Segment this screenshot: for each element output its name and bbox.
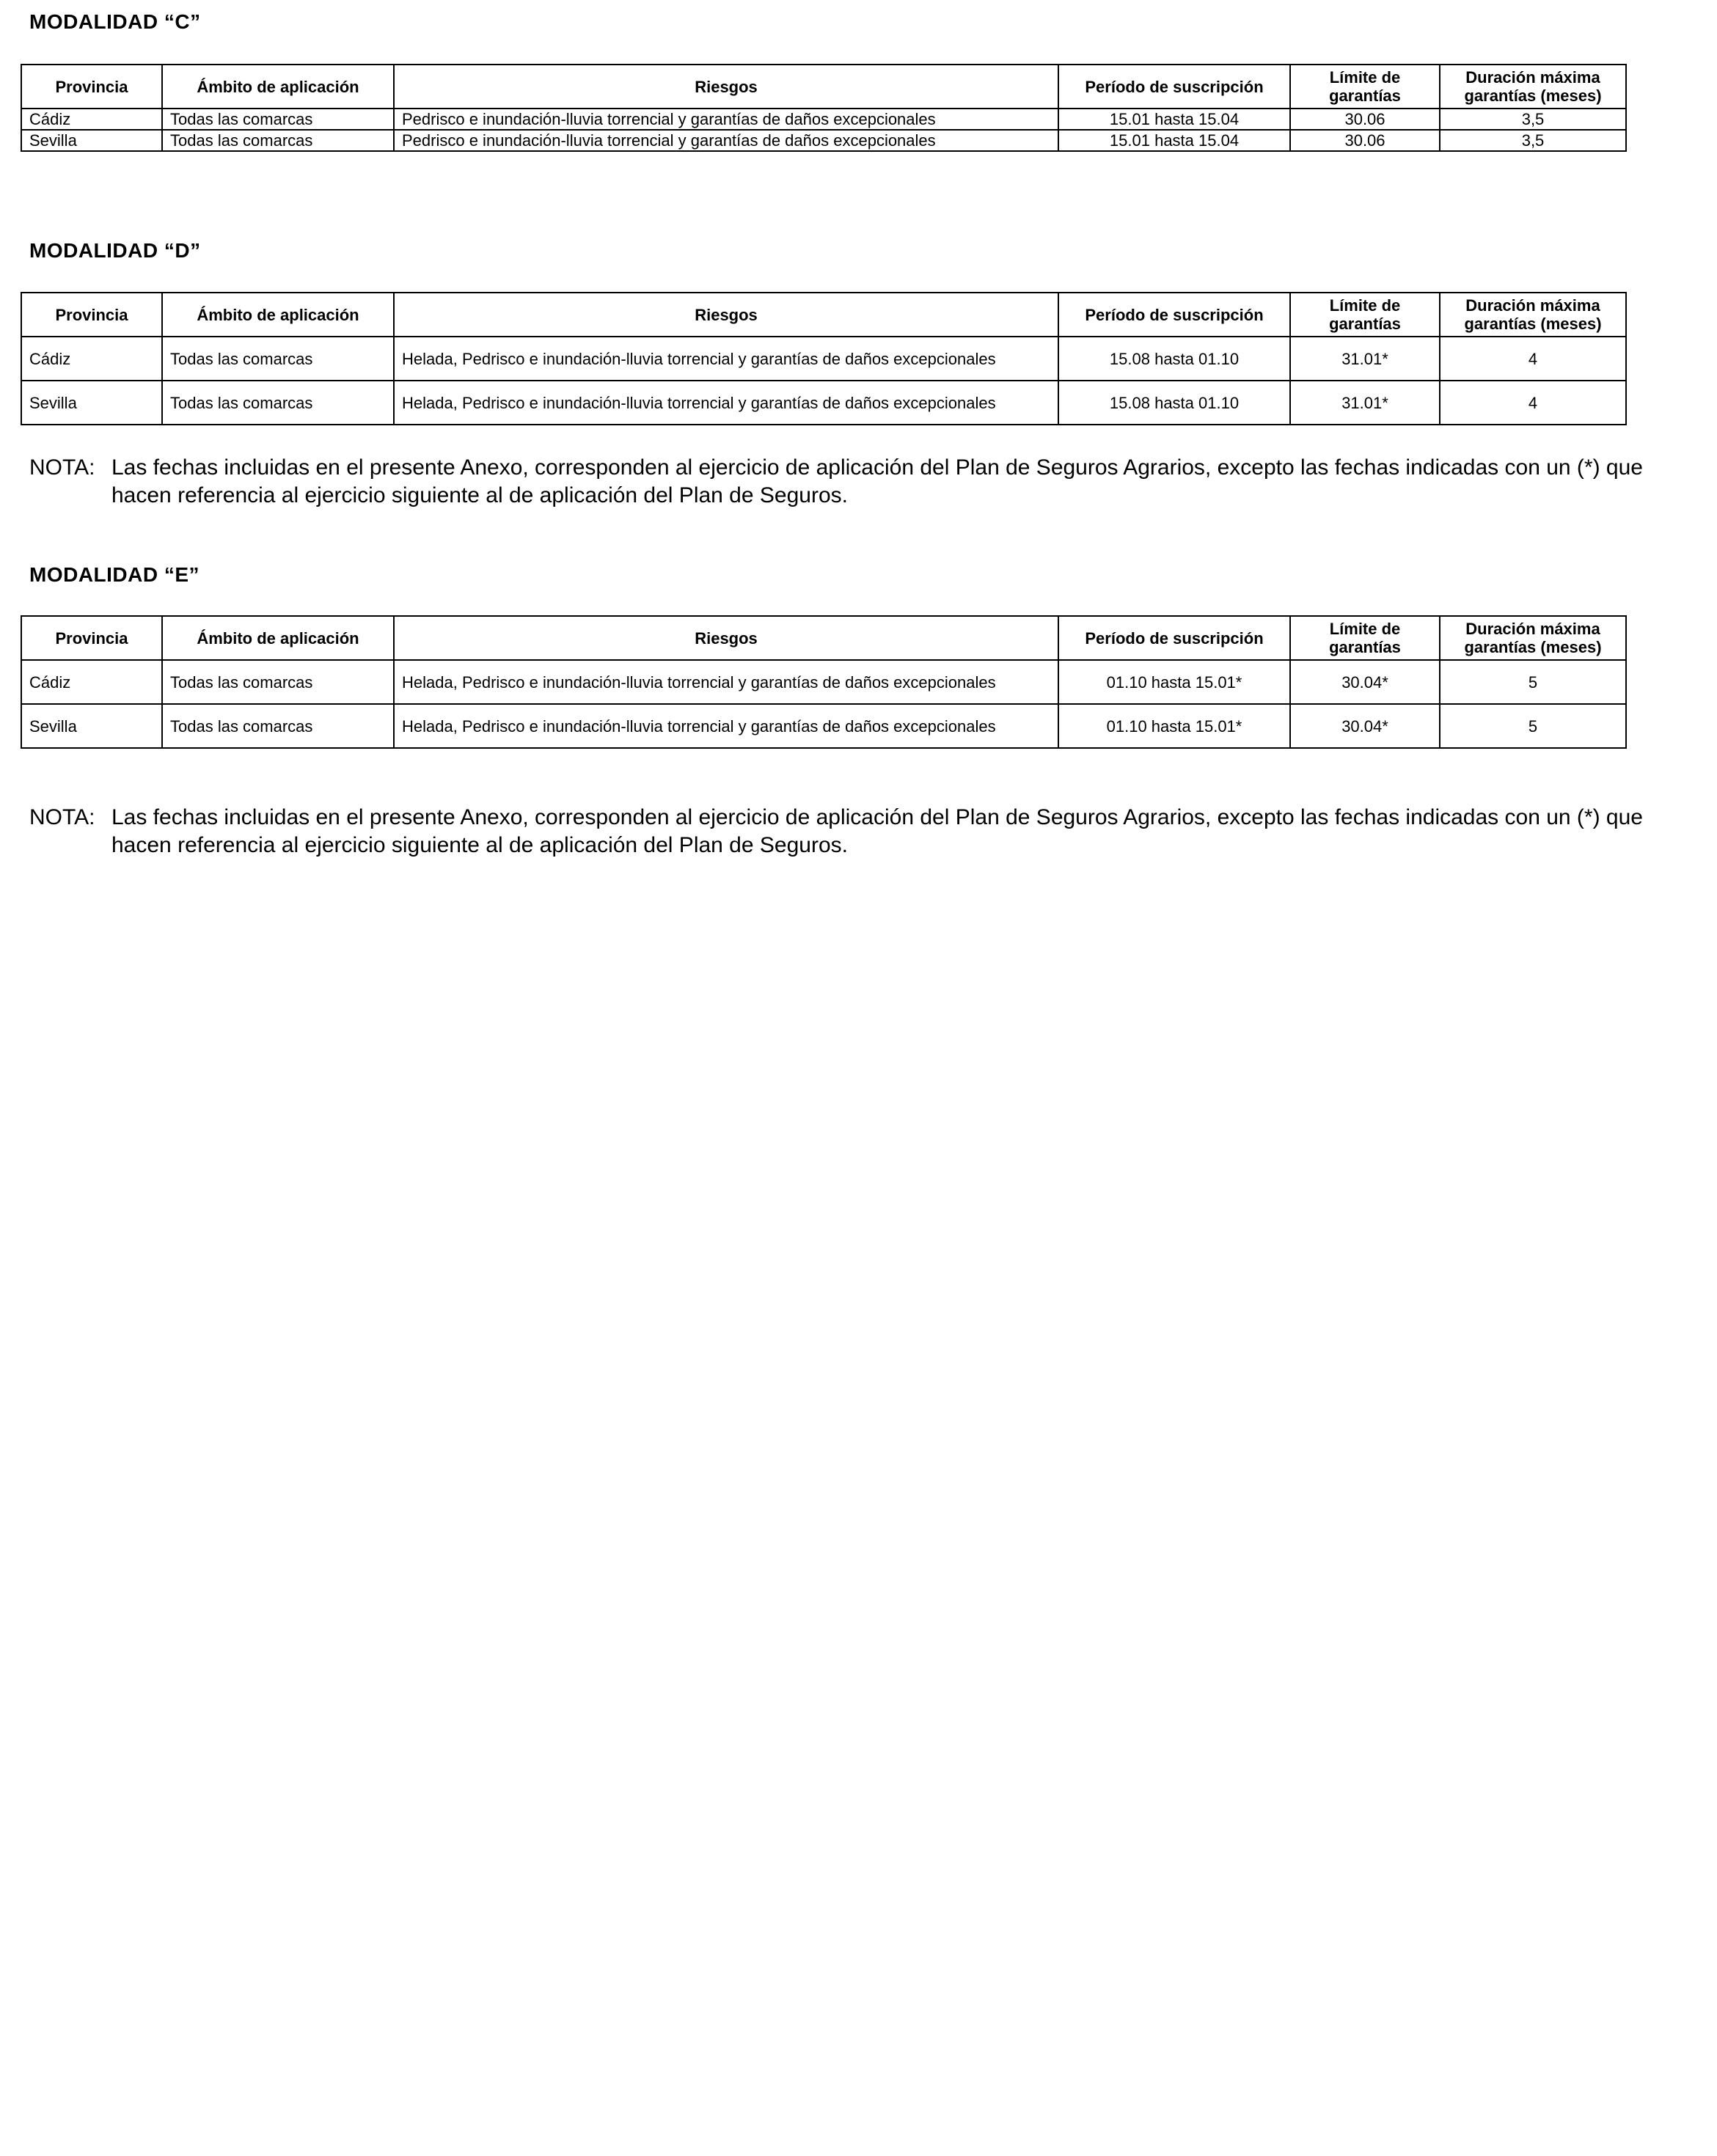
header-ambito: Ámbito de aplicación bbox=[162, 616, 394, 660]
header-limite: Límite de garantías bbox=[1290, 616, 1440, 660]
note-label: NOTA: bbox=[29, 455, 95, 480]
cell-periodo: 15.08 hasta 01.10 bbox=[1058, 381, 1290, 425]
table-row bbox=[21, 130, 1626, 151]
cell-riesgos: Helada, Pedrisco e inundación-lluvia torrencial y garantías de daños excepcionales bbox=[394, 337, 1058, 381]
cell-ambito: Todas las comarcas bbox=[162, 109, 394, 130]
header-duracion: Duración máxima garantías (meses) bbox=[1440, 293, 1626, 337]
header-periodo: Período de suscripción bbox=[1058, 65, 1290, 109]
cell-duracion: 3,5 bbox=[1440, 109, 1626, 130]
cell-ambito: Todas las comarcas bbox=[162, 381, 394, 425]
cell-duracion: 5 bbox=[1440, 660, 1626, 704]
table-row bbox=[21, 337, 1626, 381]
cell-duracion: 5 bbox=[1440, 704, 1626, 748]
cell-duracion: 3,5 bbox=[1440, 130, 1626, 151]
cell-riesgos: Pedrisco e inundación-lluvia torrencial y garantías de daños excepcionales bbox=[394, 109, 1058, 130]
header-limite: Límite de garantías bbox=[1290, 65, 1440, 109]
header-ambito: Ámbito de aplicación bbox=[162, 65, 394, 109]
table-row bbox=[21, 660, 1626, 704]
header-riesgos: Riesgos bbox=[394, 616, 1058, 660]
header-riesgos: Riesgos bbox=[394, 65, 1058, 109]
modalidad-e-title: MODALIDAD “E” bbox=[29, 563, 200, 586]
modalidad-e-table bbox=[21, 615, 1627, 749]
modalidad-c-title: MODALIDAD “C” bbox=[29, 10, 201, 33]
cell-periodo: 01.10 hasta 15.01* bbox=[1058, 704, 1290, 748]
modalidad-c-table bbox=[21, 64, 1627, 152]
cell-periodo: 15.01 hasta 15.04 bbox=[1058, 130, 1290, 151]
cell-limite: 30.04* bbox=[1290, 660, 1440, 704]
cell-provincia: Sevilla bbox=[21, 130, 162, 151]
table-row bbox=[21, 704, 1626, 748]
cell-provincia: Sevilla bbox=[21, 704, 162, 748]
header-periodo: Período de suscripción bbox=[1058, 293, 1290, 337]
header-periodo: Período de suscripción bbox=[1058, 616, 1290, 660]
header-limite: Límite de garantías bbox=[1290, 293, 1440, 337]
cell-riesgos: Helada, Pedrisco e inundación-lluvia torrencial y garantías de daños excepcionales bbox=[394, 660, 1058, 704]
cell-ambito: Todas las comarcas bbox=[162, 660, 394, 704]
table-row bbox=[21, 109, 1626, 130]
cell-provincia: Cádiz bbox=[21, 109, 162, 130]
cell-limite: 31.01* bbox=[1290, 337, 1440, 381]
cell-periodo: 01.10 hasta 15.01* bbox=[1058, 660, 1290, 704]
cell-riesgos: Helada, Pedrisco e inundación-lluvia torrencial y garantías de daños excepcionales bbox=[394, 381, 1058, 425]
note-text: Las fechas incluidas en el presente Anexo, corresponden al ejercicio de aplicación del Plan de Seguros Agrarios, excepto las fechas indicadas con un (*) que hacen referencia al ejercicio siguiente al de aplicación del Plan de Seguros. bbox=[111, 805, 1643, 857]
modalidad-d-title: MODALIDAD “D” bbox=[29, 239, 201, 262]
cell-provincia: Cádiz bbox=[21, 337, 162, 381]
header-provincia: Provincia bbox=[21, 65, 162, 109]
table-header-row bbox=[21, 616, 1626, 660]
cell-limite: 31.01* bbox=[1290, 381, 1440, 425]
modalidad-d-table bbox=[21, 292, 1627, 425]
cell-periodo: 15.08 hasta 01.10 bbox=[1058, 337, 1290, 381]
cell-periodo: 15.01 hasta 15.04 bbox=[1058, 109, 1290, 130]
cell-limite: 30.06 bbox=[1290, 109, 1440, 130]
cell-limite: 30.06 bbox=[1290, 130, 1440, 151]
modalidad-d-note bbox=[29, 454, 1702, 510]
cell-duracion: 4 bbox=[1440, 381, 1626, 425]
header-provincia: Provincia bbox=[21, 616, 162, 660]
header-duracion: Duración máxima garantías (meses) bbox=[1440, 616, 1626, 660]
modalidad-e-note bbox=[29, 804, 1702, 859]
cell-provincia: Cádiz bbox=[21, 660, 162, 704]
header-provincia: Provincia bbox=[21, 293, 162, 337]
cell-riesgos: Pedrisco e inundación-lluvia torrencial y garantías de daños excepcionales bbox=[394, 130, 1058, 151]
table-header-row bbox=[21, 293, 1626, 337]
note-text: Las fechas incluidas en el presente Anexo, corresponden al ejercicio de aplicación del Plan de Seguros Agrarios, excepto las fechas indicadas con un (*) que hacen referencia al ejercicio siguiente al de aplicación del Plan de Seguros. bbox=[111, 455, 1643, 507]
cell-provincia: Sevilla bbox=[21, 381, 162, 425]
header-riesgos: Riesgos bbox=[394, 293, 1058, 337]
header-duracion: Duración máxima garantías (meses) bbox=[1440, 65, 1626, 109]
cell-riesgos: Helada, Pedrisco e inundación-lluvia torrencial y garantías de daños excepcionales bbox=[394, 704, 1058, 748]
cell-limite: 30.04* bbox=[1290, 704, 1440, 748]
cell-ambito: Todas las comarcas bbox=[162, 704, 394, 748]
table-header-row bbox=[21, 65, 1626, 109]
cell-ambito: Todas las comarcas bbox=[162, 130, 394, 151]
header-ambito: Ámbito de aplicación bbox=[162, 293, 394, 337]
note-label: NOTA: bbox=[29, 805, 95, 829]
table-row bbox=[21, 381, 1626, 425]
cell-duracion: 4 bbox=[1440, 337, 1626, 381]
cell-ambito: Todas las comarcas bbox=[162, 337, 394, 381]
